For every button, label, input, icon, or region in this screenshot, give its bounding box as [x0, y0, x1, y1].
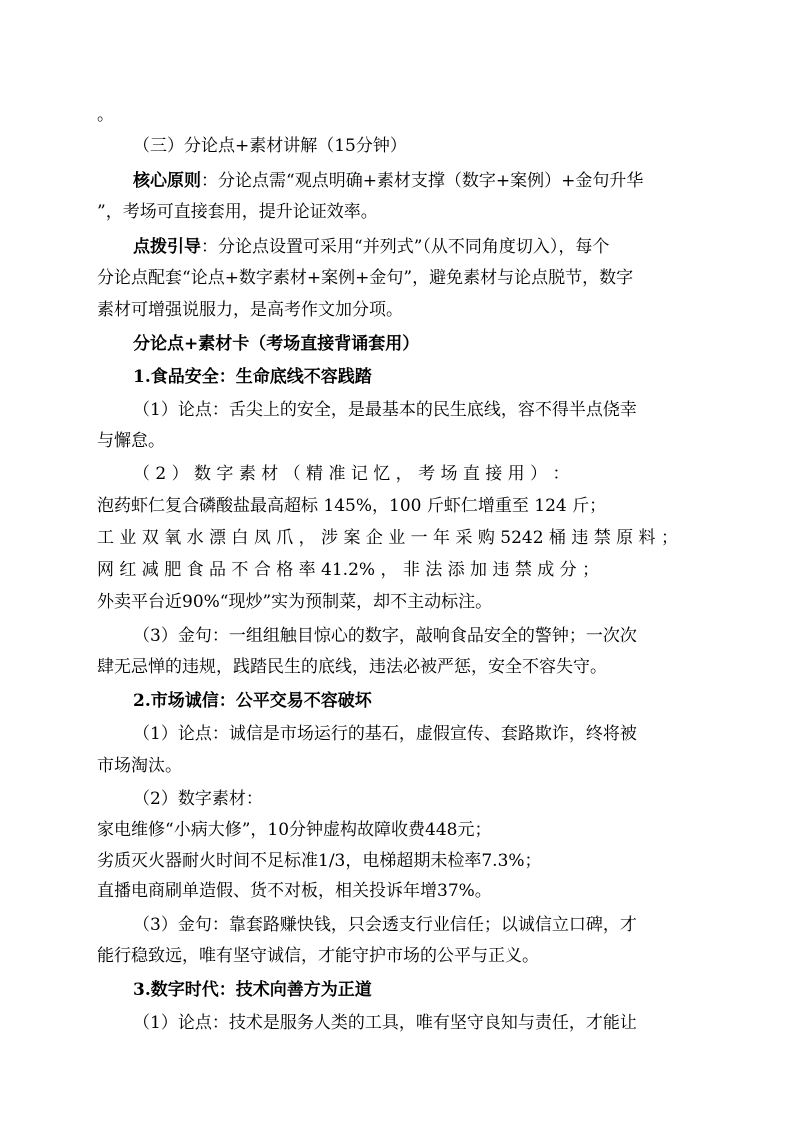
paragraph-line: 与懈怠。 [97, 431, 165, 451]
paragraph-line: 工 业 双 氧 水 漂 白 凤 爪 ， 涉 案 企 业 一 年 采 购 5242 桶 违 禁 原 料 ； [97, 528, 678, 548]
point-heading-2: 2.市场诚信：公平交易不容破坏 [133, 691, 372, 711]
paragraph-line: 分论点配套“论点+数字素材+案例+金句”，避免素材与论点脱节，数字 [97, 268, 634, 288]
paragraph-line: （2）数字素材： [133, 789, 263, 809]
paragraph-line: （1）论点：诚信是市场运行的基石，虚假宣传、套路欺诈，终将被 [133, 724, 637, 744]
paragraph-line: （3）金句：靠套路赚快钱，只会透支行业信任；以诚信立口碑，才 [133, 915, 637, 935]
paragraph-line: （1）论点：技术是服务人类的工具，唯有坚守良知与责任，才能让 [133, 1013, 637, 1033]
core-principle-text: ：分论点需“观点明确+素材支撑（数字+案例）+金句升华 [201, 171, 644, 191]
point-heading-1: 1.食品安全：生命底线不容践踏 [133, 367, 372, 387]
trailing-punctuation: 。 [97, 105, 114, 125]
paragraph-line: 劣质灭火器耐火时间不足标准1/3，电梯超期未检率7.3%； [97, 851, 542, 871]
paragraph-line: （ 2 ） 数 字 素 材 （ 精 准 记 忆 ， 考 场 直 接 用 ） ： [133, 464, 570, 484]
paragraph-line: 网 红 减 肥 食 品 不 合 格 率 41.2% ， 非 法 添 加 违 禁 成 分 ； [97, 560, 600, 580]
core-principle-paragraph [133, 170, 643, 192]
point-heading-3: 3.数字时代：技术向善方为正道 [133, 980, 372, 1000]
section-heading: （三）分论点+素材讲解（15分钟） [133, 136, 407, 156]
paragraph-line: 直播电商刷单造假、货不对板，相关投诉年增37%。 [97, 881, 492, 901]
paragraph-line: 能行稳致远，唯有坚守诚信，才能守护市场的公平与正义。 [97, 946, 539, 966]
paragraph-line: 家电维修“小病大修”，10分钟虚构故障收费448元； [97, 820, 492, 840]
material-card-heading: 分论点+素材卡（考场直接背诵套用） [133, 334, 420, 354]
guidance-paragraph [133, 236, 609, 258]
paragraph-line: （3）金句：一组组触目惊心的数字，敲响食品安全的警钟；一次次 [133, 626, 637, 646]
paragraph-line: 市场淘汰。 [97, 756, 182, 776]
paragraph-line: 泡药虾仁复合磷酸盐最高超标 145%，100 斤虾仁增重至 124 斤； [97, 496, 607, 516]
paragraph-line: 外卖平台近90%“现炒”实为预制菜，却不主动标注。 [97, 592, 493, 612]
guidance-text: ：分论点设置可采用“并列式”（从不同角度切入），每个 [201, 237, 610, 257]
paragraph-line: ”，考场可直接套用，提升论证效率。 [97, 202, 378, 222]
guidance-label: 点拨引导 [133, 237, 201, 257]
core-principle-label: 核心原则 [133, 171, 201, 191]
paragraph-line: 素材可增强说服力，是高考作文加分项。 [97, 300, 403, 320]
paragraph-line: 肆无忌惮的违规，践踏民生的底线，违法必被严惩，安全不容失守。 [97, 657, 607, 677]
paragraph-line: （1）论点：舌尖上的安全，是最基本的民生底线，容不得半点侥幸 [133, 400, 637, 420]
